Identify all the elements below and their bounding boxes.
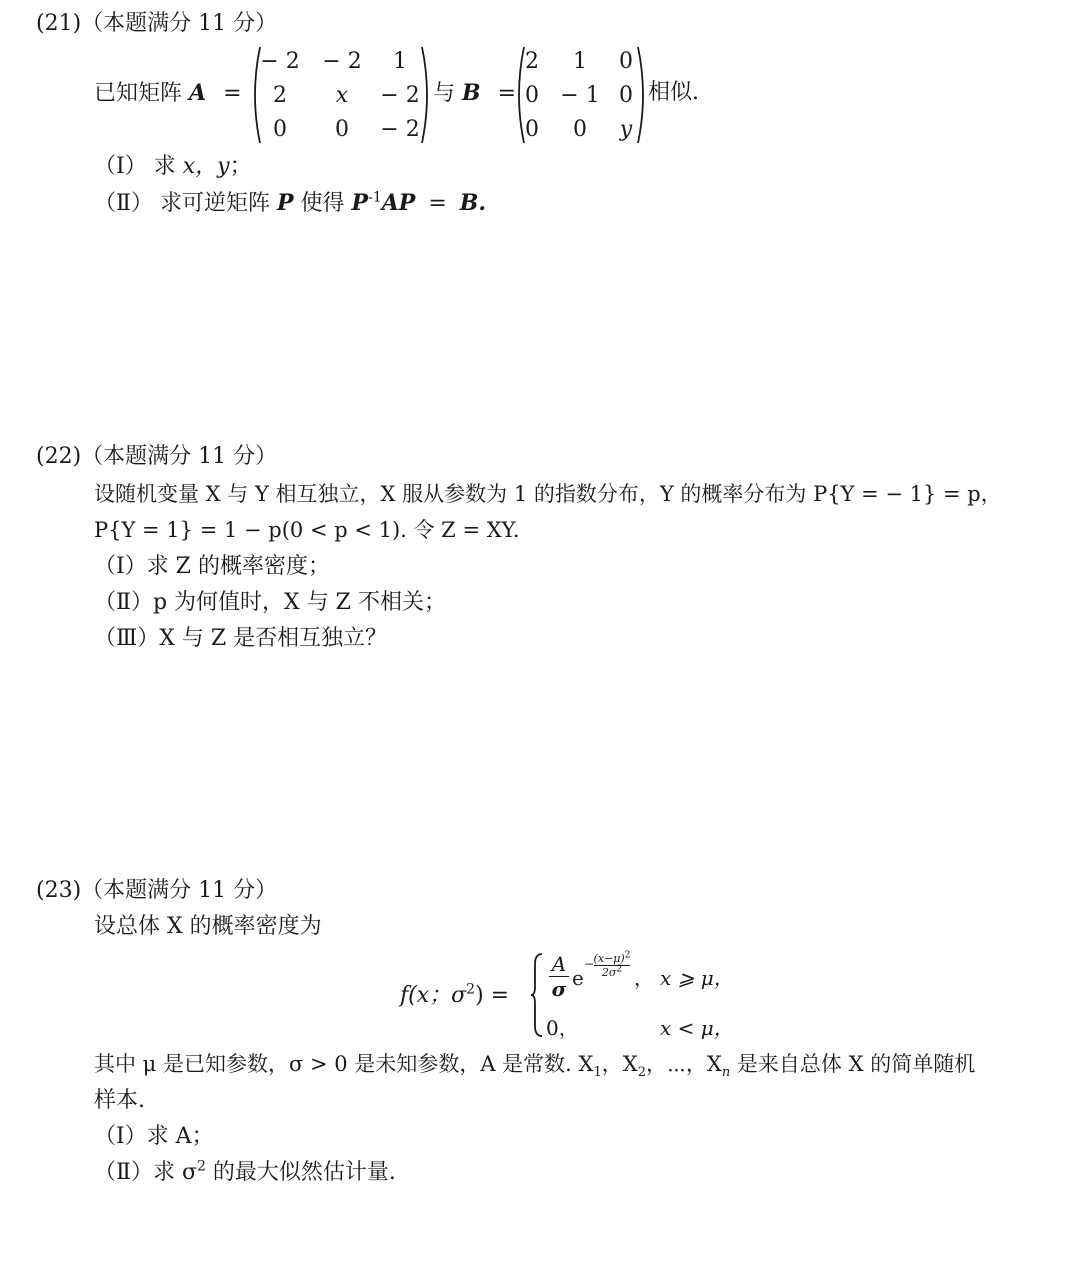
exp-num-sup: 2 <box>624 950 631 961</box>
matrix-a-cell: − 2 <box>380 83 420 108</box>
matrix-a <box>250 45 432 145</box>
matrix-b-label: B <box>462 80 481 106</box>
exp-numerator <box>592 950 632 965</box>
case2-value: 0， <box>546 1016 579 1040</box>
q22-part1: （Ⅰ）求 Z 的概率密度； <box>94 554 330 579</box>
part-text: 求 <box>153 154 176 179</box>
sigma-sup: 2 <box>196 1158 206 1175</box>
exp-fraction <box>592 950 632 979</box>
matrix-b-cell: 0 <box>619 49 633 74</box>
q23-part2-b: 的最大似然估计量. <box>205 1160 396 1185</box>
part-text: 求可逆矩阵 <box>159 191 270 216</box>
q23-line1-d: 是来自总体 X 的简单随机 <box>730 1052 976 1076</box>
q23-line1-b: ，X <box>601 1052 638 1076</box>
matrix-ap: AP <box>381 190 416 216</box>
right-paren-icon <box>636 45 648 145</box>
equals-sign: = <box>428 191 447 216</box>
matrix-p-inverse: P <box>351 190 369 216</box>
density-lhs-sup: 2 <box>466 981 476 998</box>
subscript-n: n <box>721 1065 731 1081</box>
exp-den-sup: 2 <box>616 964 623 975</box>
right-paren-icon <box>420 45 432 145</box>
part-vars: x，y <box>182 154 230 179</box>
q23-header: (23)（本题满分 11 分） <box>36 878 278 903</box>
matrix-a-cell: x <box>335 83 349 108</box>
with-text: 与 <box>433 81 456 106</box>
fraction-denominator: σ <box>551 977 567 1001</box>
q22-header: (22)（本题满分 11 分） <box>36 444 278 469</box>
density-lhs-end: ) = <box>475 983 510 1008</box>
q21-intro-text: 已知矩阵 <box>94 81 183 106</box>
matrix-a-cell: 1 <box>393 49 407 74</box>
q22-line1: 设随机变量 X 与 Y 相互独立，X 服从参数为 1 的指数分布，Y 的概率分布为 P{Y = − 1} = p， <box>94 482 1002 506</box>
matrix-a-cell: 0 <box>273 117 287 142</box>
matrix-b-cell: − 1 <box>560 83 600 108</box>
density-lhs-text: f(x；σ <box>400 983 467 1008</box>
part-end: ； <box>229 154 252 179</box>
q23-part2-a: （Ⅱ）求 σ <box>94 1160 197 1185</box>
case2-condition: x < μ， <box>660 1016 734 1040</box>
matrix-a-cell: − 2 <box>260 49 300 74</box>
part-label: （Ⅰ） <box>94 154 147 179</box>
subscript-1: 1 <box>593 1065 602 1081</box>
equals-sign: = <box>497 81 517 106</box>
equals-sign: = <box>223 81 242 106</box>
q22-line2: P{Y = 1} = 1 − p(0 < p < 1). 令 Z = XY. <box>94 518 520 542</box>
case1-comma: ， <box>634 966 654 990</box>
q23-line2: 样本. <box>94 1088 145 1113</box>
matrix-b-cell: 0 <box>573 117 587 142</box>
case1-fraction <box>549 954 569 999</box>
q21-similar: 相似. <box>648 80 699 105</box>
case1-condition: x ⩾ μ， <box>660 966 734 990</box>
matrix-b-cell: 0 <box>619 83 633 108</box>
matrix-b <box>514 45 648 145</box>
matrix-b-cell: 0 <box>525 83 539 108</box>
matrix-a-cell: − 2 <box>322 49 362 74</box>
matrix-b-cell: y <box>619 117 633 142</box>
exp-den-text: 2σ <box>601 966 617 979</box>
matrix-p-label: P <box>276 190 294 216</box>
matrix-a-cell: − 2 <box>380 117 420 142</box>
q21-intro <box>94 82 242 105</box>
inverse-exponent: -1 <box>368 189 382 206</box>
q21-part2 <box>94 189 487 216</box>
subscript-2: 2 <box>637 1065 646 1081</box>
matrix-a-label: A <box>189 80 207 106</box>
fraction-numerator: A <box>551 952 567 976</box>
matrix-b-cell: 2 <box>525 49 539 74</box>
q23-part1: （Ⅰ）求 A； <box>94 1124 214 1149</box>
exp-minus: − <box>584 957 595 971</box>
q21-with <box>433 82 516 105</box>
q22-part3: （Ⅲ）X 与 Z 是否相互独立？ <box>94 626 388 651</box>
density-lhs <box>400 981 510 1008</box>
q23-line1 <box>94 1052 976 1081</box>
q23-intro: 设总体 X 的概率密度为 <box>94 914 322 939</box>
matrix-a-cell: 0 <box>335 117 349 142</box>
q21-part1 <box>94 156 252 178</box>
matrix-b-cell: 0 <box>525 117 539 142</box>
q23-line1-a: 其中 μ 是已知参数，σ > 0 是未知参数，A 是常数. X <box>94 1052 594 1076</box>
exp-denominator <box>592 964 632 979</box>
q23-part2 <box>94 1158 396 1185</box>
exp-base: e <box>572 966 584 990</box>
matrix-a-cell: 2 <box>273 83 287 108</box>
left-brace-icon <box>530 952 544 1038</box>
matrix-b-cell: 1 <box>573 49 587 74</box>
matrix-b-label: B. <box>459 190 487 216</box>
part-text: 使得 <box>300 191 345 216</box>
q23-line1-c: ，⋯，X <box>645 1052 722 1076</box>
part-label: （Ⅱ） <box>94 191 153 216</box>
exp-num-text: (x−μ) <box>593 952 625 965</box>
q21-header: (21)（本题满分 11 分） <box>36 11 278 36</box>
q22-part2: （Ⅱ）p 为何值时，X 与 Z 不相关； <box>94 590 446 615</box>
